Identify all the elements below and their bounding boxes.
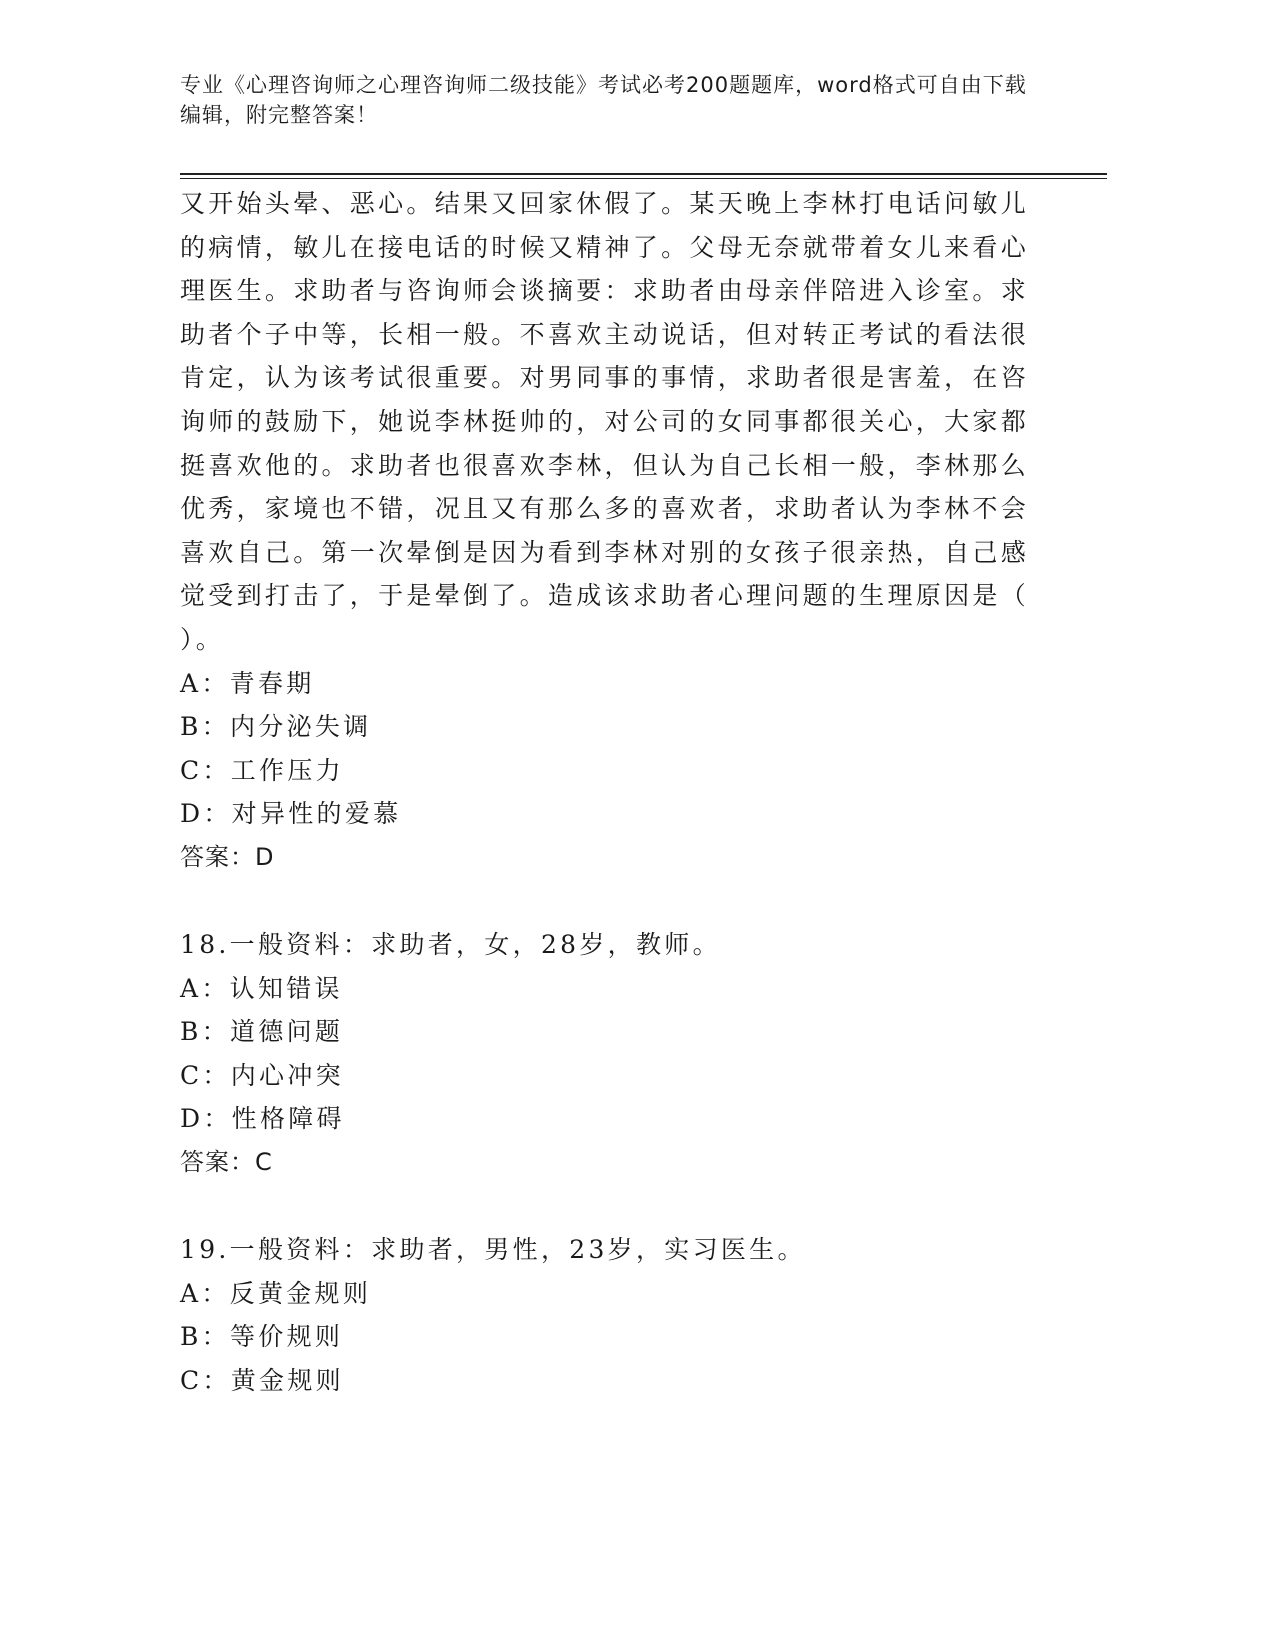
question-18 [180, 923, 1040, 1185]
question-stem-line: 助者个子中等，长相一般。不喜欢主动说话，但对转正考试的看法很 [180, 319, 1030, 349]
option-d: D：性格障碍 [180, 1104, 345, 1134]
option-c: C：内心冲突 [180, 1060, 344, 1090]
question-stem: 18.一般资料：求助者，女，28岁，教师。 [180, 930, 721, 960]
option-b: B：等价规则 [180, 1322, 344, 1352]
option-c: C：工作压力 [180, 755, 344, 785]
question-stem-line: ）。 [180, 624, 225, 654]
spacer [180, 880, 1040, 924]
option-c: C：黄金规则 [180, 1366, 344, 1396]
answer-line: 答案：D [180, 842, 275, 871]
answer-line: 答案：C [180, 1148, 273, 1177]
option-a: A：反黄金规则 [180, 1278, 372, 1308]
document-body [180, 182, 1040, 1403]
option-b: B：内分泌失调 [180, 712, 372, 742]
question-stem-line: 觉受到打击了，于是晕倒了。造成该求助者心理问题的生理原因是（ [180, 581, 1030, 611]
question-stem: 19.一般资料：求助者，男性，23岁，实习医生。 [180, 1235, 806, 1265]
question-stem-line: 优秀，家境也不错，况且又有那么多的喜欢者，求助者认为李林不会 [180, 494, 1030, 524]
document-title: 专业《心理咨询师之心理咨询师二级技能》考试必考200题题库，word格式可自由下载编辑，附完整答案！ [180, 73, 1027, 127]
option-d: D：对异性的爱慕 [180, 799, 402, 829]
question-stem-line: 挺喜欢他的。求助者也很喜欢李林，但认为自己长相一般，李林那么 [180, 450, 1030, 480]
question-stem-line: 的病情，敏儿在接电话的时候又精神了。父母无奈就带着女儿来看心 [180, 232, 1030, 262]
question-17 [180, 182, 1040, 880]
question-stem-line: 询师的鼓励下，她说李林挺帅的，对公司的女同事都很关心，大家都 [180, 406, 1030, 436]
option-b: B：道德问题 [180, 1017, 344, 1047]
question-19 [180, 1228, 1040, 1402]
question-stem-line: 喜欢自己。第一次晕倒是因为看到李林对别的女孩子很亲热，自己感 [180, 537, 1030, 567]
header-divider-thick [180, 173, 1107, 175]
option-a: A：青春期 [180, 668, 315, 698]
question-stem-line: 理医生。求助者与咨询师会谈摘要：求助者由母亲伴陪进入诊室。求 [180, 276, 1030, 306]
spacer [180, 1185, 1040, 1229]
question-stem-line: 肯定，认为该考试很重要。对男同事的事情，求助者很是害羞，在咨 [180, 363, 1030, 393]
option-a: A：认知错误 [180, 973, 343, 1003]
question-stem-line: 又开始头晕、恶心。结果又回家休假了。某天晚上李林打电话问敏儿 [180, 189, 1030, 218]
header-divider-thin [180, 178, 1107, 179]
page-header [180, 70, 1030, 130]
